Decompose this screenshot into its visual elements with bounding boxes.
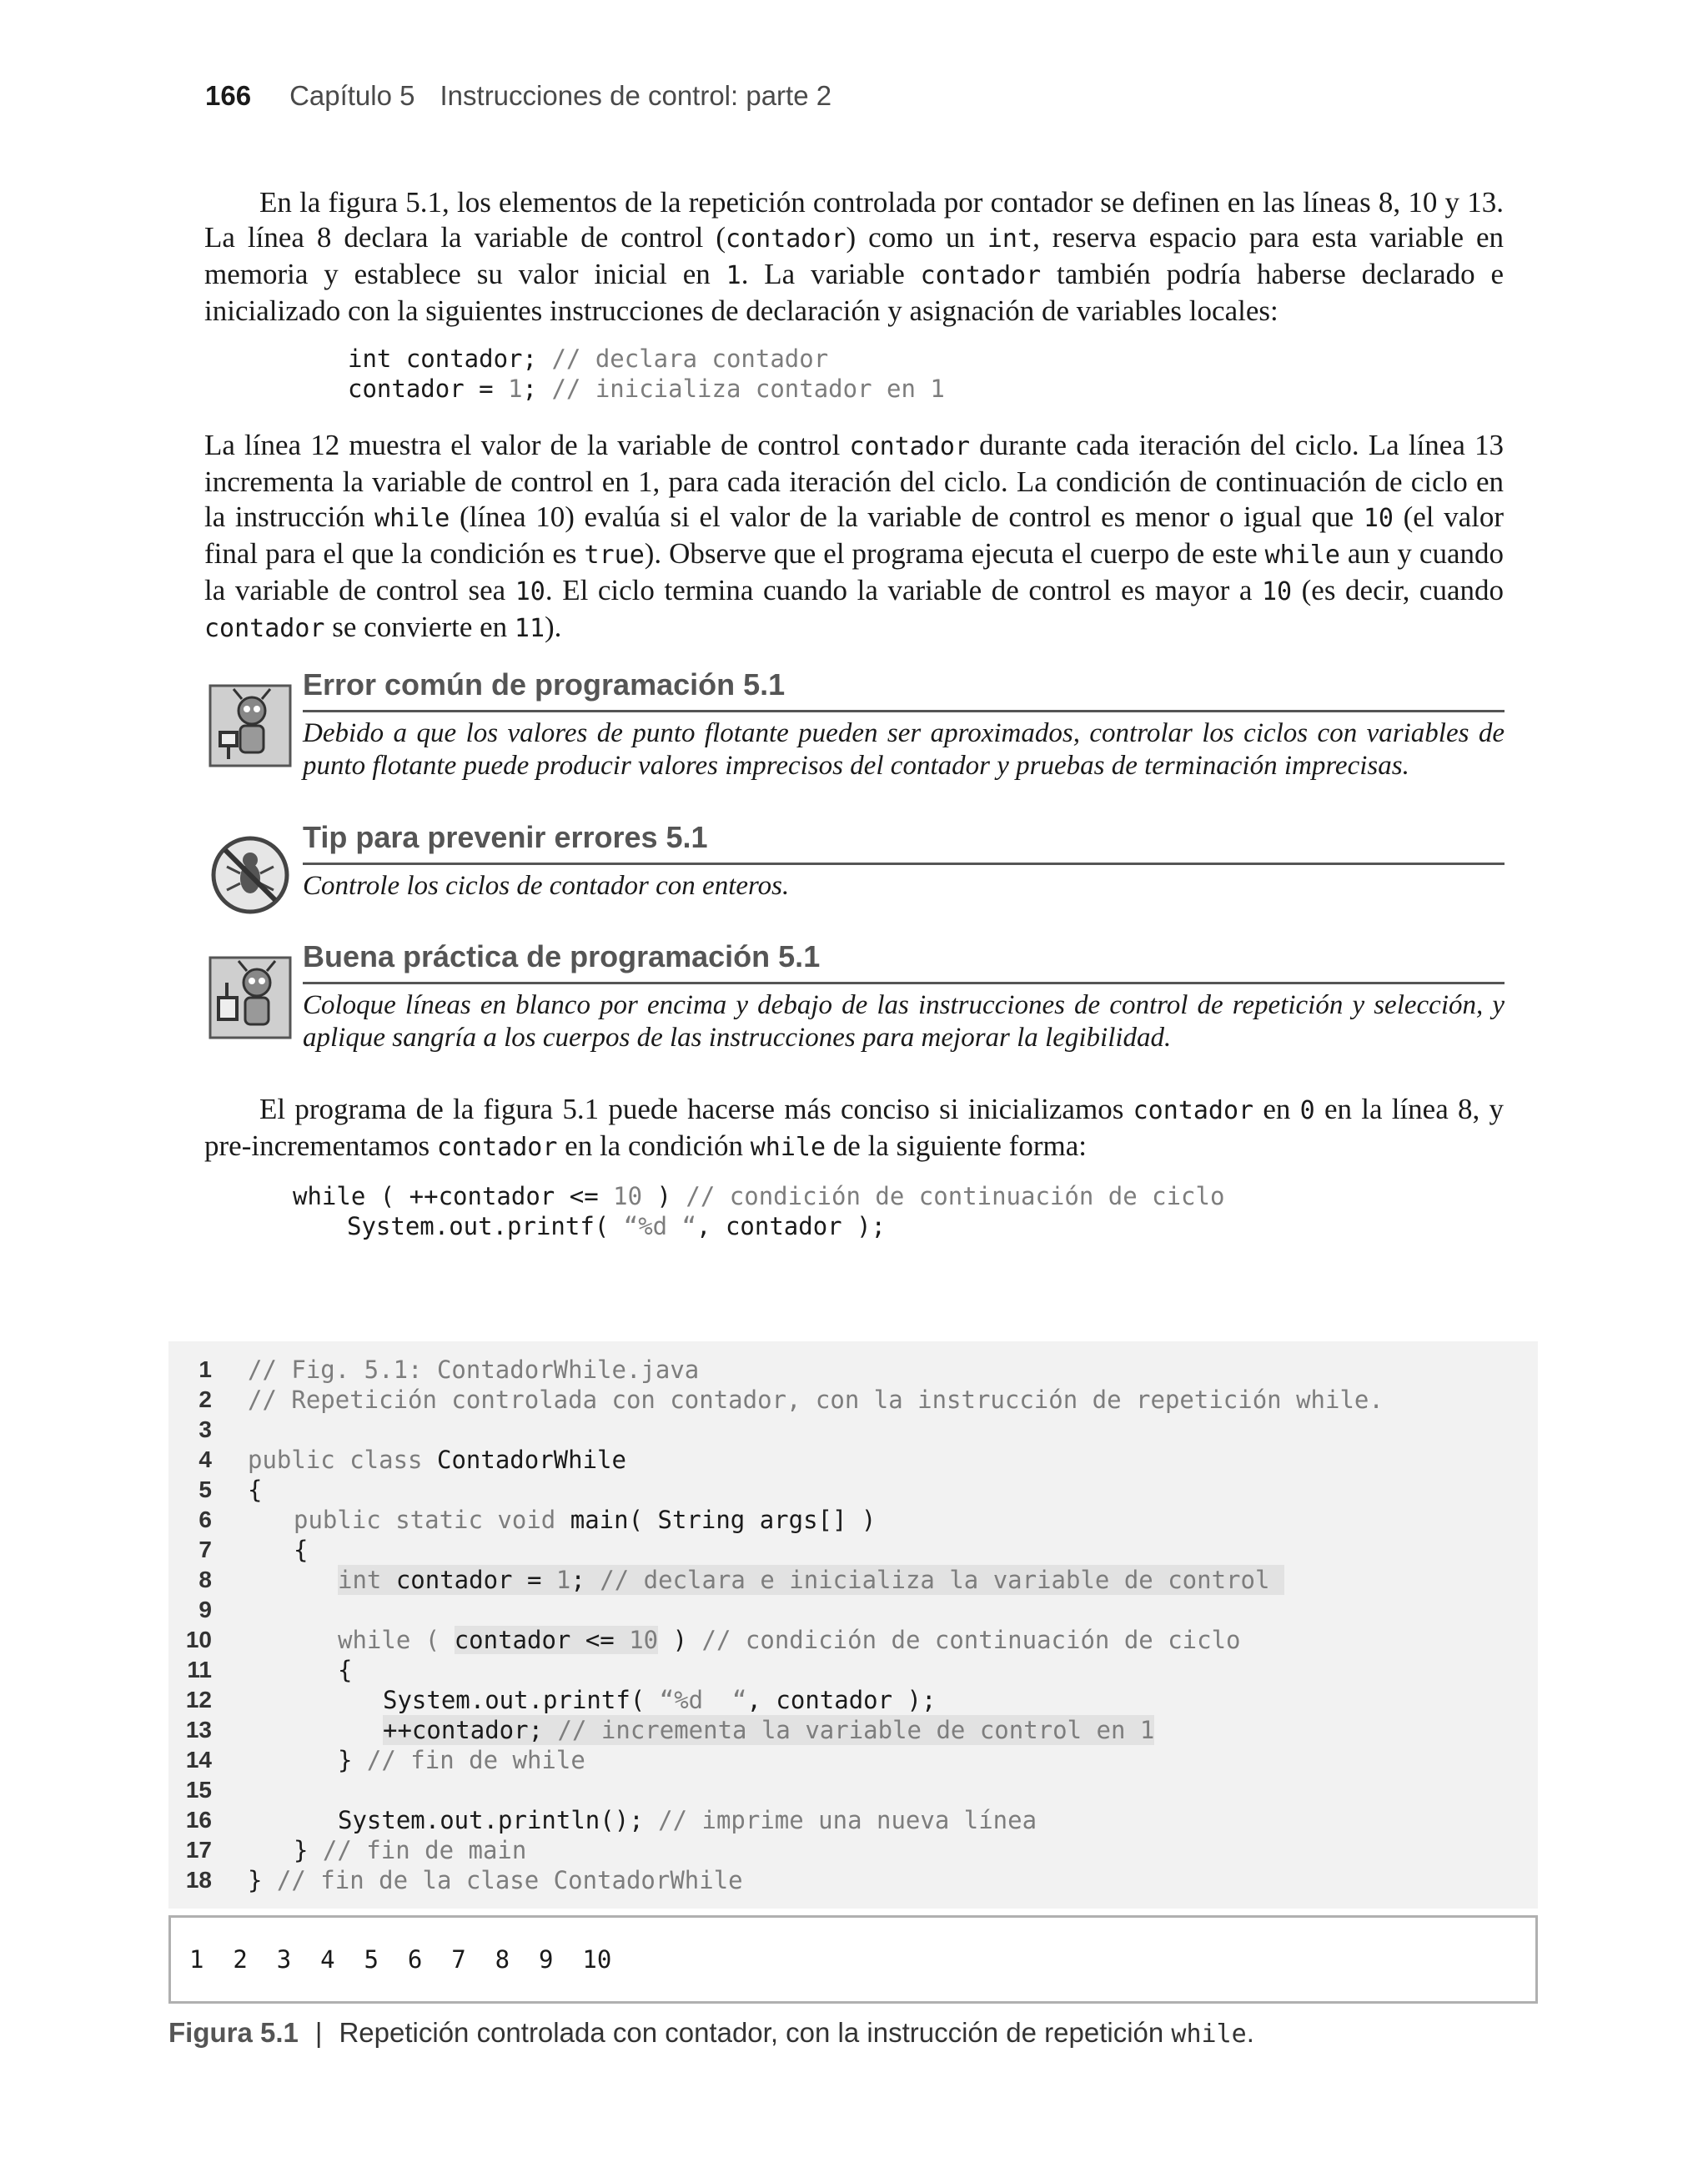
inline-code: 1	[726, 261, 741, 290]
text: . El ciclo termina cuando la variable de control es mayor a	[545, 574, 1262, 606]
text: se convierte en	[324, 611, 515, 643]
text: durante cada iteración del ciclo. La línea 13 incrementa la variable de control en 1, para cada iteración del ciclo. La condición de continuación de ciclo en la instrucción	[204, 429, 1504, 533]
code: , contador );	[696, 1212, 887, 1240]
line-number: 16	[185, 1807, 212, 1833]
line-number: 3	[198, 1416, 212, 1442]
text: , reserva espacio para esta variable en memoria y establece su valor inicial en	[204, 221, 1505, 290]
code: }	[338, 1746, 367, 1774]
code-comment: // condición de continuación de ciclo	[701, 1626, 1241, 1654]
code-comment: // fin de while	[366, 1746, 585, 1774]
callout-body: Coloque líneas en blanco por encima y debajo de las instrucciones de control de repetición y selección, y aplique sangría a los cuerpos de las instrucciones para mejorar la legibilidad.	[303, 990, 1505, 1053]
callout-rule	[303, 982, 1505, 984]
text: en la línea 8, y pre-incrementamos	[204, 1093, 1505, 1162]
caption-separator: |	[314, 2017, 323, 2048]
caption-text: Repetición controlada con contador, con la instrucción de repetición	[339, 2017, 1172, 2048]
bug-thumbs-down-icon	[208, 684, 292, 767]
code: }	[294, 1836, 323, 1864]
code-comment: // declara e inicializa la variable de control	[600, 1566, 1284, 1594]
line-number: 1	[198, 1356, 212, 1382]
code: System.out.printf(	[383, 1686, 660, 1714]
code: System.out.printf(	[347, 1212, 624, 1240]
inline-code: while	[750, 1133, 826, 1162]
line-number: 14	[185, 1747, 212, 1773]
bug-thumbs-up-icon	[208, 956, 292, 1039]
line-number: 17	[185, 1837, 212, 1863]
caption-label: Figura 5.1	[168, 2017, 299, 2048]
callout-title: Buena práctica de programación 5.1	[303, 939, 821, 973]
code-comment: // Repetición controlada con contador, con la instrucción de repetición while.	[248, 1386, 1384, 1414]
chapter-label: Capítulo 5	[289, 80, 415, 111]
code-keyword: public class	[248, 1446, 437, 1474]
text: también podría haberse declarado e inicializado con la siguientes instrucciones de declaración y asignación de variables locales:	[204, 258, 1504, 327]
text: (línea 10) evalúa si el valor de la variable de control es menor o igual que	[450, 500, 1364, 533]
line-number: 9	[198, 1597, 212, 1622]
code: }	[248, 1866, 277, 1894]
code-snippet-while	[293, 1181, 1224, 1241]
callout-body: Debido a que los valores de punto flotante pueden ser aproximados, controlar los ciclos con variables de punto flotante puede producir valores imprecisos del contador y pruebas de terminación imprecisas.	[303, 718, 1505, 781]
text: La línea 12 muestra el valor de la variable de control	[204, 429, 850, 461]
inline-code: 11	[514, 614, 545, 643]
callout-body: Controle los ciclos de contador con enteros.	[303, 871, 790, 901]
code: contador <=	[454, 1626, 630, 1654]
inline-code: int	[987, 224, 1033, 254]
text: . La variable	[741, 258, 921, 290]
text: ).	[545, 611, 562, 643]
line-number: 11	[187, 1657, 212, 1683]
code-comment: // incrementa la variable de control en 1	[557, 1716, 1155, 1744]
code: , contador );	[746, 1686, 937, 1714]
paragraph-explanation	[204, 428, 1504, 646]
line-number: 8	[198, 1567, 212, 1592]
code: {	[338, 1656, 353, 1684]
code-number: 10	[613, 1182, 643, 1210]
paragraph-intro	[204, 185, 1504, 329]
inline-code: contador	[920, 261, 1042, 290]
text: (el valor final para el que la condición es	[204, 500, 1505, 570]
callout-title: Error común de programación 5.1	[303, 667, 786, 702]
inline-code: contador	[849, 432, 971, 461]
code: while ( ++contador <=	[293, 1182, 614, 1210]
code: int contador;	[348, 345, 552, 373]
inline-code: while	[1171, 2020, 1247, 2049]
code-keyword: int	[338, 1566, 396, 1594]
caption-text: .	[1246, 2017, 1254, 2048]
code-string: “%d “	[659, 1686, 747, 1714]
code-string: “%d “	[623, 1212, 697, 1240]
inline-code: contador	[726, 224, 846, 254]
text: en la condición	[557, 1129, 751, 1162]
callout-common-error	[208, 667, 1505, 784]
code: ++contador;	[383, 1716, 558, 1744]
inline-code: while	[374, 504, 450, 533]
figure-code-listing	[168, 1341, 1538, 1909]
figure-output-box	[168, 1915, 1538, 2004]
code-comment: // fin de la clase ContadorWhile	[276, 1866, 743, 1894]
line-number: 15	[185, 1777, 212, 1803]
page-number: 166	[205, 80, 252, 111]
line-number: 5	[198, 1476, 212, 1502]
inline-code: 10	[1363, 504, 1394, 533]
line-number: 10	[185, 1627, 212, 1652]
callout-rule	[303, 710, 1505, 712]
callout-good-practice	[208, 939, 1505, 1056]
chapter-title: Instrucciones de control: parte 2	[440, 80, 832, 111]
text: aun y cuando la variable de control sea	[204, 537, 1504, 606]
inline-code: contador	[436, 1133, 558, 1162]
code-keyword: while (	[338, 1626, 455, 1654]
text: (es decir, cuando	[1292, 574, 1504, 606]
line-number: 13	[185, 1717, 212, 1743]
no-bug-icon	[208, 833, 292, 917]
inline-code: 10	[1261, 577, 1293, 606]
inline-code: true	[584, 541, 645, 570]
code: {	[294, 1536, 309, 1564]
running-header	[205, 80, 831, 112]
code: )	[658, 1626, 702, 1654]
code: main( String args[] )	[570, 1506, 877, 1534]
code-comment: // imprime una nueva línea	[658, 1806, 1037, 1834]
line-number: 4	[198, 1446, 212, 1472]
text: ) como un	[846, 221, 987, 254]
code: ContadorWhile	[436, 1446, 626, 1474]
code-comment: // condición de continuación de ciclo	[686, 1182, 1225, 1210]
line-number: 6	[198, 1506, 212, 1532]
callout-rule	[303, 863, 1505, 865]
program-output: 1 2 3 4 5 6 7 8 9 10	[189, 1945, 612, 1974]
code: contador =	[395, 1566, 556, 1594]
code: ;	[570, 1566, 600, 1594]
callout-error-prevention	[208, 820, 1505, 912]
code: contador =	[348, 375, 509, 403]
callout-title: Tip para prevenir errores 5.1	[303, 820, 708, 854]
line-number: 2	[198, 1386, 212, 1412]
code-comment: // declara contador	[551, 345, 829, 373]
text: ). Observe que el programa ejecuta el cuerpo de este	[644, 537, 1265, 570]
line-number: 12	[185, 1687, 212, 1713]
text: En la figura 5.1, los elementos de la repetición controlada por contador se definen en las líneas 8, 10 y 13. La línea 8 declara la variable de control (	[204, 186, 1504, 254]
code: {	[248, 1476, 263, 1504]
line-number: 18	[185, 1867, 212, 1893]
figure-caption	[168, 2017, 1254, 2049]
line-number: 7	[198, 1537, 212, 1562]
inline-code: contador	[204, 614, 325, 643]
text: en	[1253, 1093, 1300, 1125]
paragraph-preincrement	[204, 1092, 1504, 1165]
code-comment: // fin de main	[322, 1836, 527, 1864]
code: )	[642, 1182, 686, 1210]
code: ;	[522, 375, 552, 403]
code-number: 10	[629, 1626, 659, 1654]
code: System.out.println();	[338, 1806, 659, 1834]
text: El programa de la figura 5.1 puede hacerse más conciso si inicializamos	[259, 1093, 1133, 1125]
code-comment: // Fig. 5.1: ContadorWhile.java	[248, 1356, 700, 1384]
inline-code: while	[1264, 541, 1340, 570]
code-number: 1	[508, 375, 523, 403]
inline-code: 10	[515, 577, 545, 606]
code-keyword: public static void	[294, 1506, 570, 1534]
inline-code: 0	[1299, 1096, 1315, 1125]
inline-code: contador	[1133, 1096, 1254, 1125]
text: de la siguiente forma:	[826, 1129, 1087, 1162]
code-comment: // inicializa contador en 1	[551, 375, 945, 403]
code-number: 1	[555, 1566, 571, 1594]
code-snippet-declaration	[348, 344, 945, 404]
